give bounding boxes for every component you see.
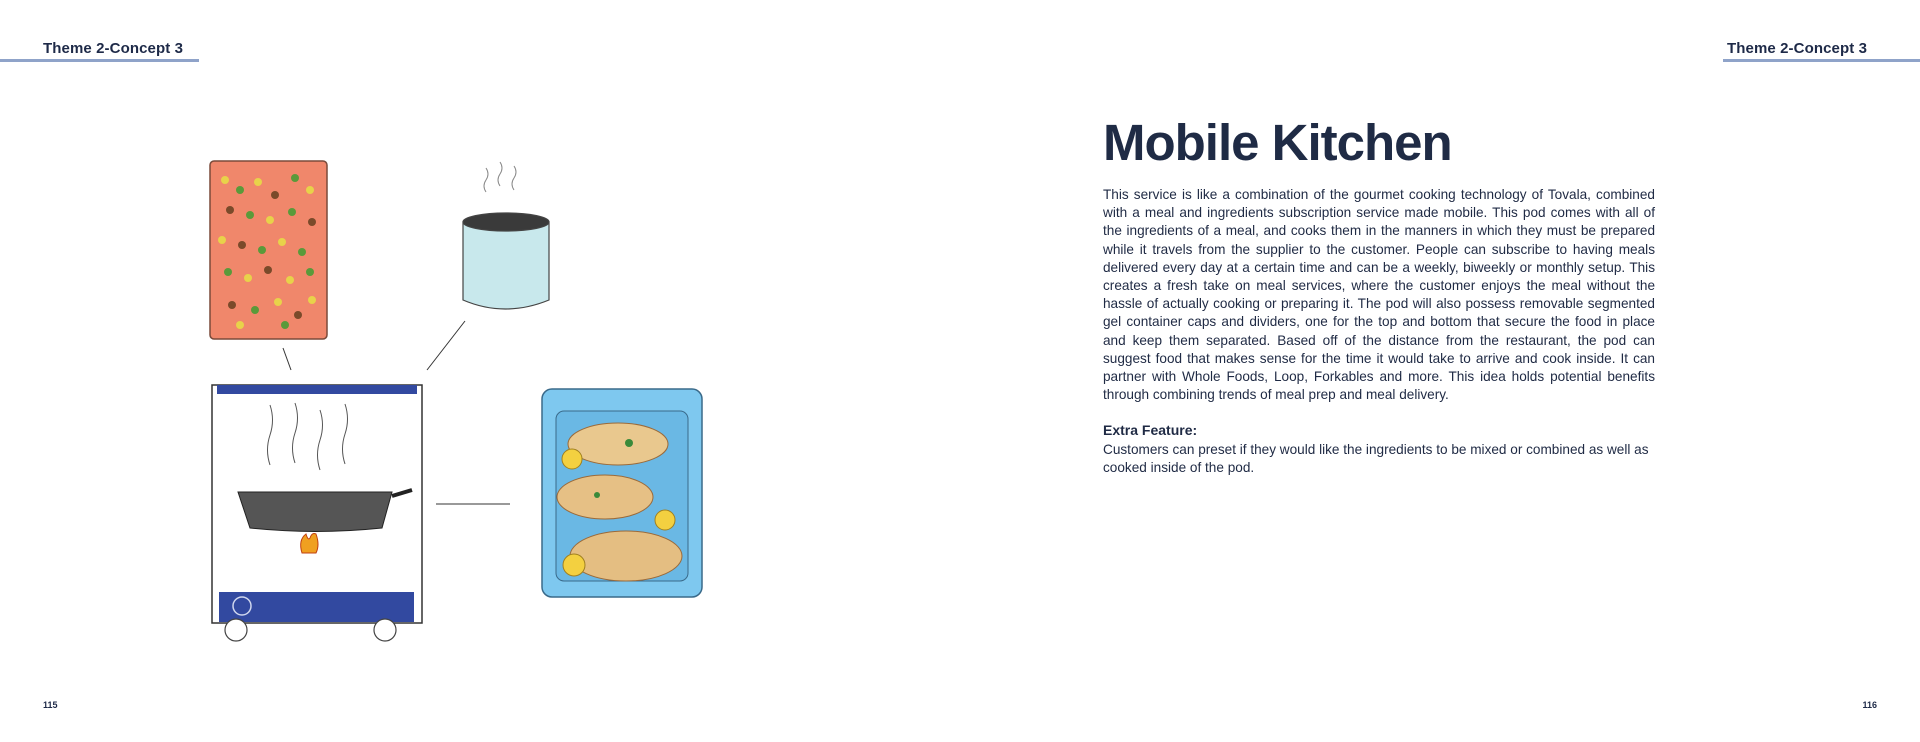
body-paragraph: This service is like a combination of the gourmet cooking technology of Tovala, combined with a meal and ingredients subscription service made mobile. This pod comes with all of the ingredients of a meal, and cooks them in the manners in which they must be prepared while it travels from the supplier to the customer. People can subscribe to having meals delivered every day at a certain time and can be a weekly, biweekly or monthly setup. This creates a fresh take on meal services, where the customer enjoys the meal without the hassle of actually cooking or preparing it. The pod will also possess removable segmented gel container caps and dividers, one for the top and bottom that secure the food in place and keep them separated. Based off of the distance from the restaurant, the pod can suggest food that makes sense for the time it would take to arrive and cook inside. It can partner with Whole Foods, Loop, Forkables and more. This idea holds potential benefits through combining trends of meal prep and meal delivery. — [1103, 187, 1655, 403]
page-number-right: 116 — [1862, 700, 1877, 710]
ingredient-tray-illustration — [210, 161, 327, 339]
running-head-left: Theme 2-Concept 3 — [0, 40, 199, 62]
right-page — [960, 0, 1920, 742]
feature-text: Customers can preset if they would like the ingredients to be mixed or combined as well as cooked inside of the pod. — [1103, 442, 1649, 476]
steaming-cup-illustration — [463, 162, 549, 309]
baked-fish-tray-illustration — [542, 389, 702, 597]
feature-heading: Extra Feature: — [1103, 422, 1198, 438]
running-head-right: Theme 2-Concept 3 — [1723, 40, 1920, 62]
page-number-left: 115 — [43, 700, 58, 710]
cooking-pod-illustration — [212, 385, 422, 641]
page-title: Mobile Kitchen — [1103, 114, 1452, 171]
